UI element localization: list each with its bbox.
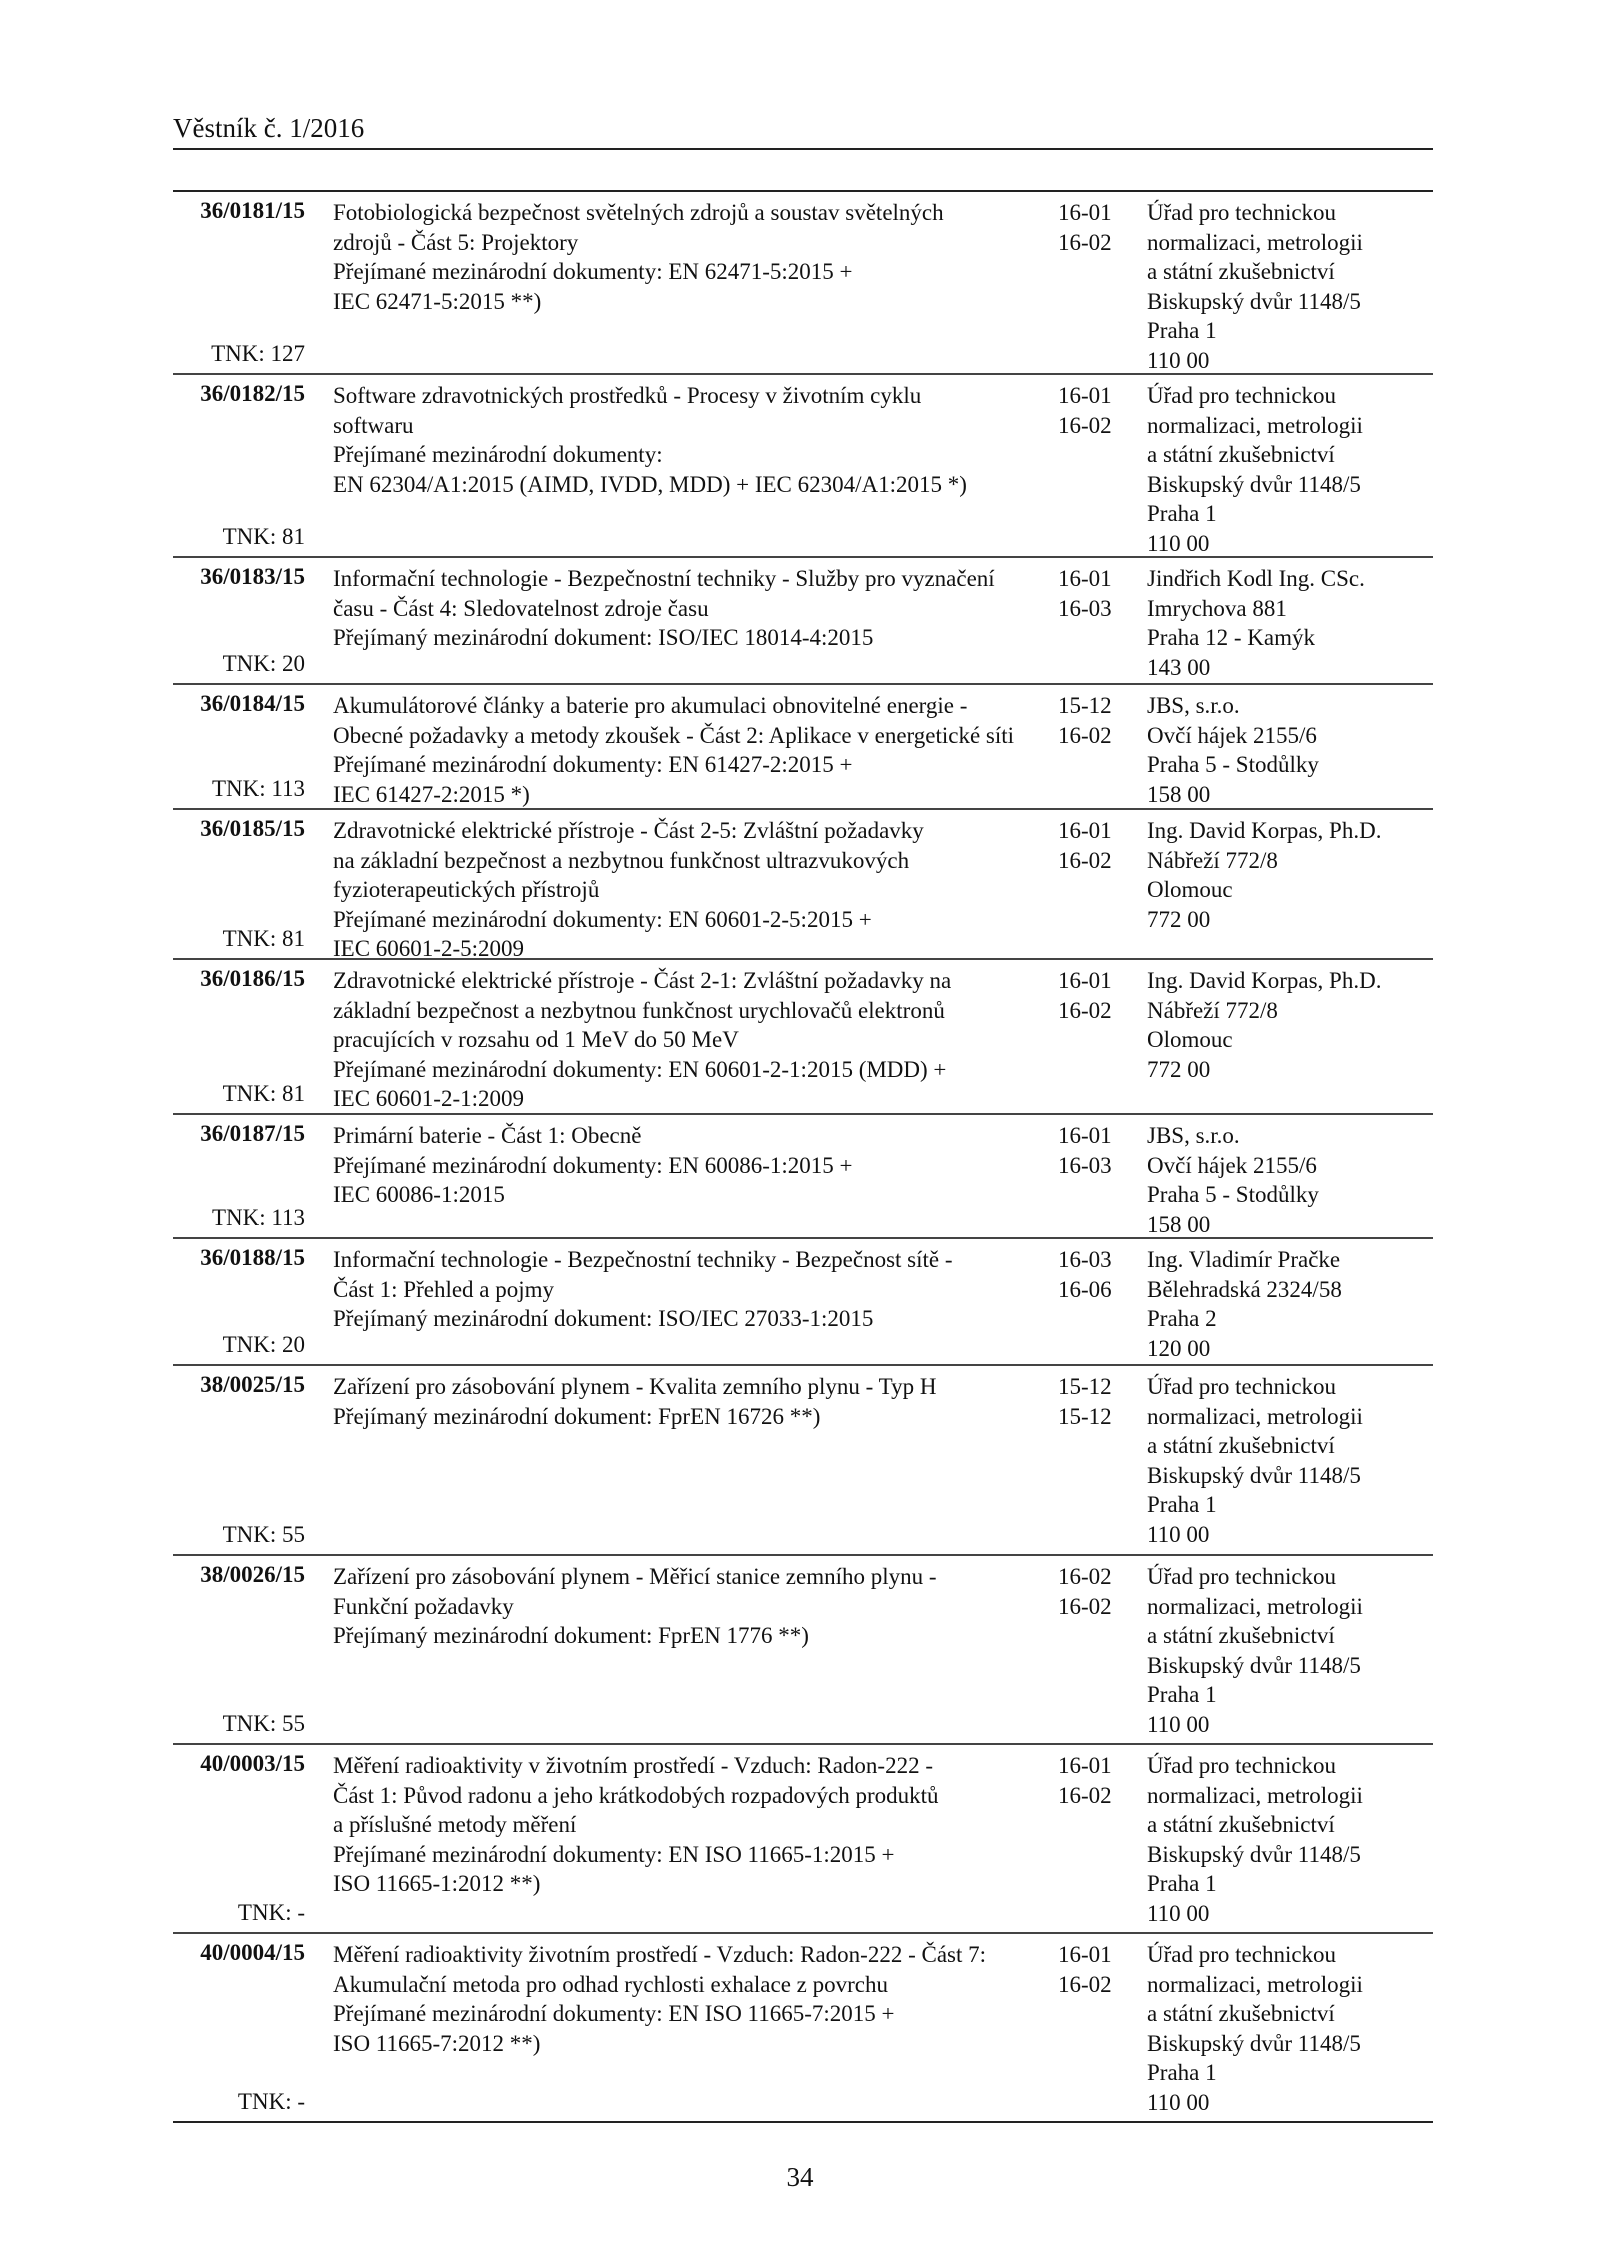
processor-address [1147, 816, 1437, 934]
title-line: Fotobiologická bezpečnost světelných zdrojů a soustav světelných [333, 200, 944, 225]
processor-address [1147, 966, 1437, 1084]
dates [1058, 816, 1158, 875]
address-line: Úřad pro technickou [1147, 1374, 1337, 1399]
title-line: Akumulátorové články a baterie pro akumulaci obnovitelné energie - [333, 693, 968, 718]
date-line: 16-02 [1058, 1593, 1112, 1619]
processor-address [1147, 1751, 1437, 1928]
dates [1058, 1245, 1158, 1304]
dates [1058, 1121, 1158, 1180]
date-line: 16-03 [1058, 1247, 1112, 1272]
address-line: Praha 1 [1147, 318, 1217, 343]
address-line: a státní zkušebnictví [1147, 1623, 1335, 1648]
title-line: IEC 60601-2-5:2009 [333, 936, 525, 961]
standard-code: 40/0004/15 [200, 1940, 305, 1965]
title-line: základní bezpečnost a nezbytnou funkčnost urychlovačů elektronů [333, 997, 945, 1023]
dates [1058, 564, 1158, 623]
address-line: normalizaci, metrologii [1147, 1782, 1363, 1808]
date-line: 16-01 [1058, 1942, 1112, 1967]
date-line: 15-12 [1058, 1403, 1112, 1429]
address-line: 110 00 [1147, 1900, 1210, 1926]
table-row [173, 1115, 1433, 1239]
title-line: Přejímaný mezinárodní dokument: ISO/IEC 27033-1:2015 [333, 1306, 874, 1331]
title-line: Informační technologie - Bezpečnostní techniky - Služby pro vyznačení [333, 566, 995, 591]
table-row [173, 1745, 1433, 1934]
title-line: IEC 61427-2:2015 *) [333, 781, 530, 807]
date-line: 16-02 [1058, 229, 1112, 255]
address-line: Ing. David Korpas, Ph.D. [1147, 818, 1382, 843]
tnk-number: TNK: - [237, 2089, 305, 2114]
address-line: Biskupský dvůr 1148/5 [1147, 1462, 1361, 1488]
table-row [173, 1934, 1433, 2123]
table-row [173, 1556, 1433, 1745]
table-row [173, 192, 1433, 375]
date-line: 16-03 [1058, 595, 1112, 621]
title-line: Přejímané mezinárodní dokumenty: EN ISO 11665-1:2015 + [333, 1841, 895, 1867]
standard-code: 36/0182/15 [200, 381, 305, 406]
tnk-number: TNK: 113 [211, 1205, 305, 1230]
standard-code: 36/0187/15 [200, 1121, 305, 1146]
tnk-number: TNK: 81 [222, 524, 305, 549]
title-line: EN 62304/A1:2015 (AIMD, IVDD, MDD) + IEC 62304/A1:2015 *) [333, 471, 967, 497]
dates [1058, 691, 1158, 750]
page-header [173, 108, 1433, 150]
address-line: Biskupský dvůr 1148/5 [1147, 1652, 1361, 1678]
title-line: Přejímaný mezinárodní dokument: FprEN 1776 **) [333, 1623, 809, 1648]
address-line: normalizaci, metrologii [1147, 412, 1363, 438]
table-row [173, 375, 1433, 558]
title-line: Informační technologie - Bezpečnostní techniky - Bezpečnost sítě - [333, 1247, 953, 1272]
date-line: 16-02 [1058, 412, 1112, 438]
title-line: Měření radioaktivity v životním prostředí - Vzduch: Radon-222 - [333, 1753, 933, 1778]
title-line: Zařízení pro zásobování plynem - Měřicí stanice zemního plynu - [333, 1564, 937, 1589]
dates [1058, 1940, 1158, 1999]
title-line: IEC 60601-2-1:2009 [333, 1086, 525, 1111]
address-line: Úřad pro technickou [1147, 1753, 1337, 1778]
date-line: 16-02 [1058, 722, 1112, 748]
address-line: 772 00 [1147, 906, 1211, 932]
address-line: Ovčí hájek 2155/6 [1147, 722, 1317, 748]
address-line: Úřad pro technickou [1147, 1564, 1337, 1589]
processor-address [1147, 1372, 1437, 1549]
page-number: 34 [786, 2162, 814, 2192]
title-line: Přejímané mezinárodní dokumenty: EN 60601-2-5:2015 + [333, 906, 872, 932]
address-line: Úřad pro technickou [1147, 200, 1337, 225]
title-line: na základní bezpečnost a nezbytnou funkčnost ultrazvukových [333, 847, 910, 873]
date-line: 16-02 [1058, 1971, 1112, 1997]
standard-code: 36/0188/15 [200, 1245, 305, 1270]
tnk-number: TNK: 20 [222, 1332, 305, 1357]
address-line: a státní zkušebnictví [1147, 442, 1335, 467]
dates [1058, 1372, 1158, 1431]
standard-code: 38/0026/15 [200, 1562, 305, 1587]
dates [1058, 1562, 1158, 1621]
date-line: 16-02 [1058, 1782, 1112, 1808]
address-line: normalizaci, metrologii [1147, 229, 1363, 255]
standard-code: 36/0183/15 [200, 564, 305, 589]
journal-title: Věstník č. 1/2016 [173, 113, 365, 143]
date-line: 16-01 [1058, 1753, 1112, 1778]
title-line: softwaru [333, 412, 414, 438]
processor-address [1147, 1121, 1437, 1239]
address-line: a státní zkušebnictví [1147, 259, 1335, 284]
date-line: 16-01 [1058, 818, 1112, 843]
title-line: a příslušné metody měření [333, 1812, 577, 1837]
address-line: 772 00 [1147, 1056, 1211, 1082]
address-line: Bělehradská 2324/58 [1147, 1276, 1342, 1302]
date-line: 16-02 [1058, 997, 1112, 1023]
processor-address [1147, 1245, 1437, 1363]
address-line: Praha 2 [1147, 1306, 1217, 1331]
title-line: Přejímané mezinárodní dokumenty: [333, 442, 663, 467]
address-line: normalizaci, metrologii [1147, 1593, 1363, 1619]
standard-code: 36/0181/15 [200, 198, 305, 223]
dates [1058, 1751, 1158, 1810]
title-line: Akumulační metoda pro odhad rychlosti exhalace z povrchu [333, 1971, 889, 1997]
address-line: Praha 1 [1147, 501, 1217, 526]
date-line: 16-01 [1058, 200, 1112, 225]
address-line: JBS, s.r.o. [1147, 693, 1240, 718]
title-line: Měření radioaktivity životním prostředí - Vzduch: Radon-222 - Část 7: [333, 1942, 987, 1967]
processor-address [1147, 1562, 1437, 1739]
title-line: Přejímané mezinárodní dokumenty: EN ISO 11665-7:2015 + [333, 2001, 895, 2026]
title-line: Přejímané mezinárodní dokumenty: EN 61427-2:2015 + [333, 752, 853, 777]
address-line: Praha 1 [1147, 1682, 1217, 1707]
standard-code: 40/0003/15 [200, 1751, 305, 1776]
standards-table [173, 190, 1433, 2123]
standard-code: 38/0025/15 [200, 1372, 305, 1397]
dates [1058, 966, 1158, 1025]
address-line: a státní zkušebnictví [1147, 1812, 1335, 1837]
title-line: ISO 11665-7:2012 **) [333, 2030, 541, 2056]
title-line: zdrojů - Část 5: Projektory [333, 229, 579, 255]
address-line: Úřad pro technickou [1147, 1942, 1337, 1967]
date-line: 16-01 [1058, 566, 1112, 591]
address-line: 110 00 [1147, 347, 1210, 373]
table-row [173, 810, 1433, 960]
table-row [173, 685, 1433, 810]
address-line: Jindřich Kodl Ing. CSc. [1147, 566, 1365, 591]
date-line: 16-01 [1058, 968, 1112, 993]
title-line: Software zdravotnických prostředků - Procesy v životním cyklu [333, 383, 922, 408]
date-line: 15-12 [1058, 1374, 1112, 1399]
processor-address [1147, 381, 1437, 558]
standard-code: 36/0186/15 [200, 966, 305, 991]
title-line: Zdravotnické elektrické přístroje - Část 2-1: Zvláštní požadavky na [333, 968, 952, 993]
title-line: Přejímaný mezinárodní dokument: FprEN 16726 **) [333, 1403, 821, 1429]
tnk-number: TNK: 55 [222, 1522, 305, 1547]
standard-code: 36/0184/15 [200, 691, 305, 716]
table-row [173, 960, 1433, 1115]
address-line: Olomouc [1147, 877, 1233, 902]
address-line: Ovčí hájek 2155/6 [1147, 1152, 1317, 1178]
tnk-number: TNK: 55 [222, 1711, 305, 1736]
date-line: 16-01 [1058, 1123, 1112, 1148]
processor-address [1147, 564, 1437, 682]
date-line: 16-03 [1058, 1152, 1112, 1178]
title-line: Přejímané mezinárodní dokumenty: EN 60601-2-1:2015 (MDD) + [333, 1056, 947, 1082]
address-line: Imrychova 881 [1147, 595, 1287, 621]
title-line: IEC 60086-1:2015 [333, 1182, 505, 1207]
address-line: a státní zkušebnictví [1147, 2001, 1335, 2026]
title-line: ISO 11665-1:2012 **) [333, 1871, 541, 1896]
title-line: pracujících v rozsahu od 1 MeV do 50 MeV [333, 1027, 739, 1052]
date-line: 15-12 [1058, 693, 1112, 718]
address-line: 120 00 [1147, 1335, 1211, 1361]
title-line: Část 1: Přehled a pojmy [333, 1276, 555, 1302]
table-row [173, 1366, 1433, 1556]
address-line: 110 00 [1147, 1521, 1210, 1547]
address-line: a státní zkušebnictví [1147, 1433, 1335, 1458]
address-line: Biskupský dvůr 1148/5 [1147, 2030, 1361, 2056]
date-line: 16-01 [1058, 383, 1112, 408]
tnk-number: TNK: 81 [222, 1081, 305, 1106]
title-line: Část 1: Původ radonu a jeho krátkodobých rozpadových produktů [333, 1782, 939, 1808]
tnk-number: TNK: 113 [211, 776, 305, 801]
address-line: 143 00 [1147, 654, 1211, 680]
address-line: 110 00 [1147, 530, 1210, 556]
title-line: Primární baterie - Část 1: Obecně [333, 1123, 642, 1148]
address-line: 110 00 [1147, 2089, 1210, 2115]
processor-address [1147, 691, 1437, 809]
title-line: Přejímané mezinárodní dokumenty: EN 60086-1:2015 + [333, 1152, 853, 1178]
tnk-number: TNK: 127 [211, 341, 305, 366]
title-line: Obecné požadavky a metody zkoušek - Část 2: Aplikace v energetické síti [333, 722, 1015, 748]
title-line: IEC 62471-5:2015 **) [333, 288, 542, 314]
address-line: JBS, s.r.o. [1147, 1123, 1240, 1148]
address-line: Praha 5 - Stodůlky [1147, 1182, 1319, 1207]
title-line: Přejímané mezinárodní dokumenty: EN 62471-5:2015 + [333, 259, 853, 284]
title-line: Zdravotnické elektrické přístroje - Část 2-5: Zvláštní požadavky [333, 818, 924, 843]
address-line: Ing. Vladimír Pračke [1147, 1247, 1341, 1272]
address-line: Ing. David Korpas, Ph.D. [1147, 968, 1382, 993]
address-line: Biskupský dvůr 1148/5 [1147, 471, 1361, 497]
address-line: Praha 1 [1147, 2060, 1217, 2085]
address-line: Biskupský dvůr 1148/5 [1147, 288, 1361, 314]
date-line: 16-02 [1058, 1564, 1112, 1589]
address-line: Nábřeží 772/8 [1147, 847, 1278, 873]
address-line: Nábřeží 772/8 [1147, 997, 1278, 1023]
address-line: normalizaci, metrologii [1147, 1403, 1363, 1429]
table-row [173, 1239, 1433, 1366]
dates [1058, 198, 1158, 257]
address-line: Praha 12 - Kamýk [1147, 625, 1315, 650]
address-line: 158 00 [1147, 781, 1211, 807]
title-line: Zařízení pro zásobování plynem - Kvalita zemního plynu - Typ H [333, 1374, 937, 1399]
address-line: Olomouc [1147, 1027, 1233, 1052]
address-line: Praha 1 [1147, 1871, 1217, 1896]
address-line: Praha 1 [1147, 1492, 1217, 1517]
table-row [173, 558, 1433, 685]
address-line: Biskupský dvůr 1148/5 [1147, 1841, 1361, 1867]
tnk-number: TNK: - [237, 1900, 305, 1925]
address-line: 158 00 [1147, 1211, 1211, 1237]
title-line: fyzioterapeutických přístrojů [333, 877, 600, 902]
date-line: 16-02 [1058, 847, 1112, 873]
address-line: Úřad pro technickou [1147, 383, 1337, 408]
title-line: času - Část 4: Sledovatelnost zdroje času [333, 595, 709, 621]
standard-code: 36/0185/15 [200, 816, 305, 841]
title-line: Funkční požadavky [333, 1593, 514, 1619]
address-line: normalizaci, metrologii [1147, 1971, 1363, 1997]
title-line: Přejímaný mezinárodní dokument: ISO/IEC 18014-4:2015 [333, 625, 874, 650]
processor-address [1147, 198, 1437, 375]
tnk-number: TNK: 81 [222, 926, 305, 951]
date-line: 16-06 [1058, 1276, 1112, 1302]
address-line: Praha 5 - Stodůlky [1147, 752, 1319, 777]
tnk-number: TNK: 20 [222, 651, 305, 676]
dates [1058, 381, 1158, 440]
address-line: 110 00 [1147, 1711, 1210, 1737]
processor-address [1147, 1940, 1437, 2117]
